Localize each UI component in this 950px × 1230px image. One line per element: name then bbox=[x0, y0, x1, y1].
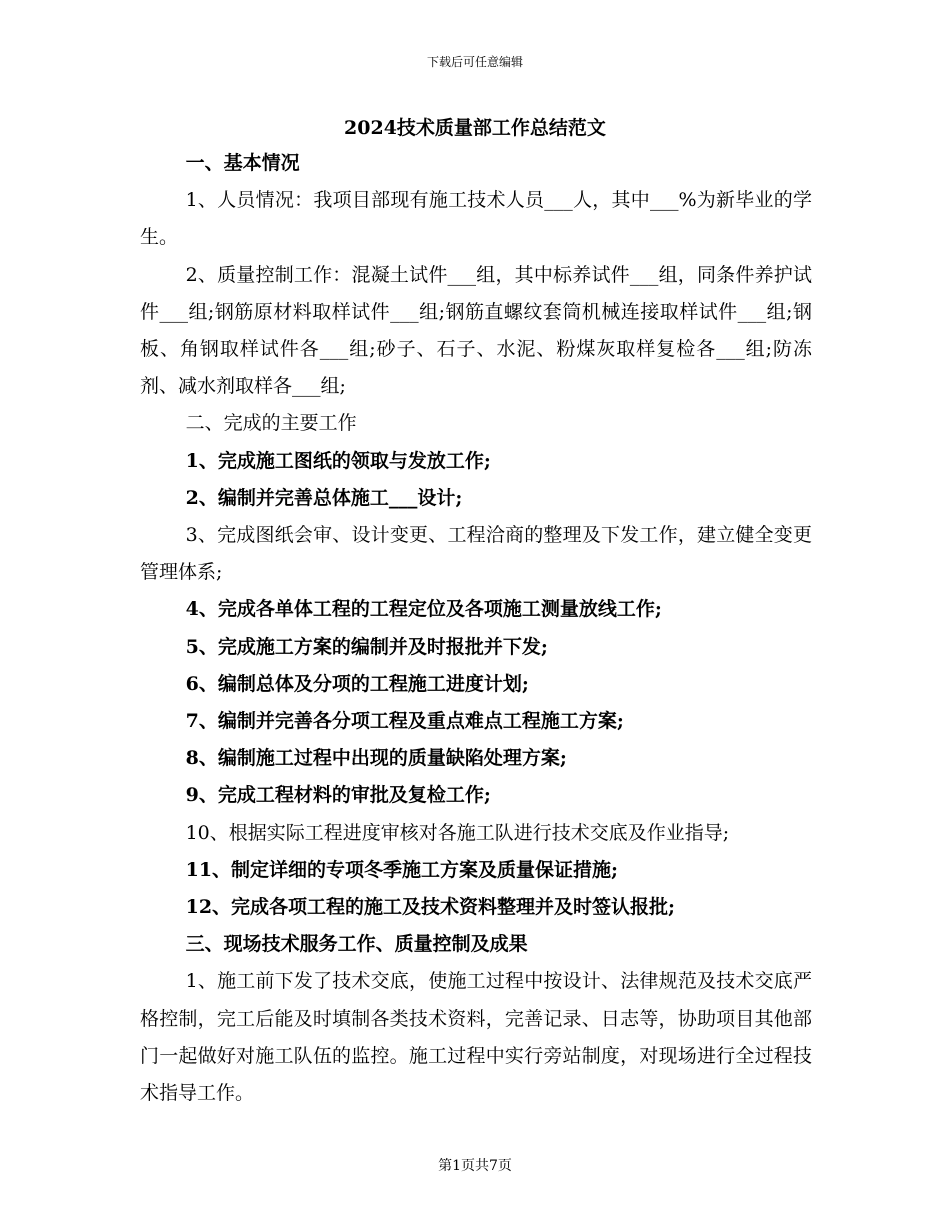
list-item-5: 5、完成施工方案的编制并及时报批并下发; bbox=[185, 635, 548, 658]
list-item-2: 2、编制并完善总体施工___设计; bbox=[185, 486, 463, 509]
section-heading-main-work: 二、完成的主要工作 bbox=[185, 412, 357, 435]
list-item-7: 7、编制并完善各分项工程及重点难点工程施工方案; bbox=[185, 710, 624, 733]
download-note: 下载后可任意编辑 bbox=[426, 55, 523, 69]
list-item-10: 10、根据实际工程进度审核对各施工队进行技术交底及作业指导; bbox=[185, 821, 730, 844]
list-item-3: 3、完成图纸会审、设计变更、工程洽商的整理及下发工作，建立健全变更管理体系; bbox=[140, 524, 812, 584]
section-heading-onsite-service: 三、现场技术服务工作、质量控制及成果 bbox=[185, 933, 528, 956]
section-heading-basic-info: 一、基本情况 bbox=[185, 152, 300, 174]
list-item-8: 8、编制施工过程中出现的质量缺陷处理方案; bbox=[185, 747, 567, 770]
list-item-4: 4、完成各单体工程的工程定位及各项施工测量放线工作; bbox=[185, 598, 662, 621]
list-item-11: 11、制定详细的专项冬季施工方案及质量保证措施; bbox=[185, 858, 619, 881]
list-item-9: 9、完成工程材料的审批及复检工作; bbox=[185, 784, 491, 807]
list-item-12: 12、完成各项工程的施工及技术资料整理并及时签认报批; bbox=[185, 896, 676, 919]
paragraph-quality-control: 2、质量控制工作：混凝土试件___组，其中标养试件___组，同条件养护试件___组;钢筋原材料取样试件___组;钢筋直螺纹套筒机械连接取样试件___组;钢板、角钢取样试件各___组;砂子、石子、水泥、粉煤灰取样复检各___组;防冻剂、减水剂取样各___组; bbox=[140, 263, 812, 398]
paragraph-technical-briefing: 1、施工前下发了技术交底，使施工过程中按设计、法律规范及技术交底严格控制，完工后能及时填制各类技术资料，完善记录、日志等，协助项目其他部门一起做好对施工队伍的监控。施工过程中实行旁站制度，对现场进行全过程技术指导工作。 bbox=[140, 970, 812, 1105]
paragraph-personnel: 1、人员情况：我项目部现有施工技术人员___人，其中___%为新毕业的学生。 bbox=[140, 189, 812, 249]
document-title: 2024技术质量部工作总结范文 bbox=[344, 117, 606, 139]
list-item-6: 6、编制总体及分项的工程施工进度计划; bbox=[185, 672, 529, 695]
document-body bbox=[140, 145, 812, 1112]
list-item-1: 1、完成施工图纸的领取与发放工作; bbox=[185, 449, 491, 472]
page-number: 第1页共7页 bbox=[438, 1158, 512, 1174]
